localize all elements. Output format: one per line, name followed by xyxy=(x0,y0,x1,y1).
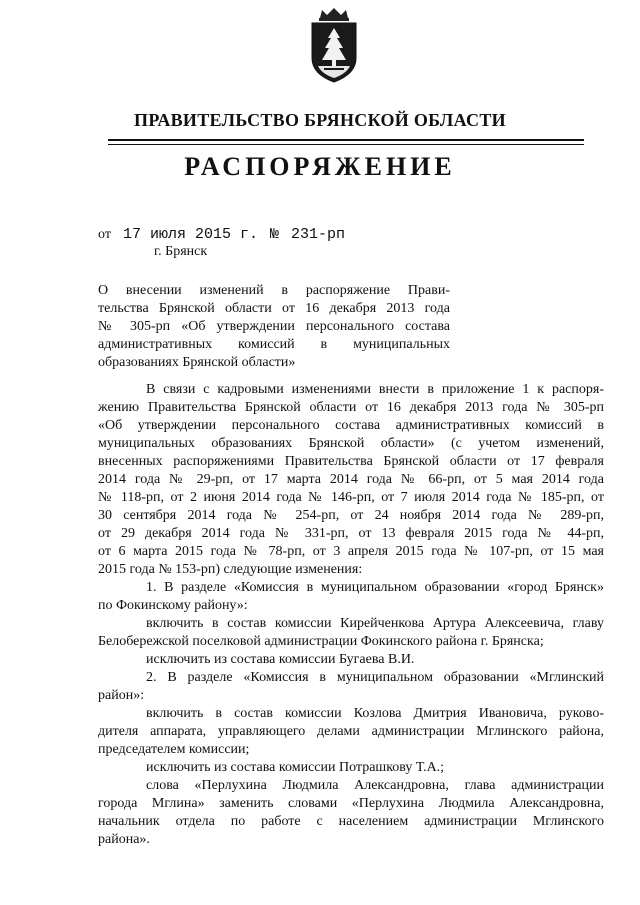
document-body xyxy=(98,381,604,849)
item2-title-line: район»: xyxy=(98,688,145,703)
subject-block xyxy=(98,282,450,372)
intro-line: «Об утверждении персонального состава административных комиссий в xyxy=(98,418,604,433)
intro-line: муниципальных образованиях Брянской области» (с учетом изменений, xyxy=(98,436,604,451)
subject-line: № 305-рп «Об утверждении персонального состава xyxy=(98,319,450,334)
item2-exclude-line: исключить из состава комиссии Потрашкову Т.А.; xyxy=(146,760,445,775)
item1-include-line: Белобережской поселковой администрации Фокинского района г. Брянска; xyxy=(98,634,544,649)
intro-line: 2014 года № 29-рп, от 17 марта 2014 года № 66-рп, от 5 мая 2014 года xyxy=(98,472,604,487)
intro-line: 30 сентября 2014 года № 254-рп, от 24 ноября 2014 года № 289-рп, xyxy=(98,508,604,523)
intro-line: от 6 марта 2015 года № 78-рп, от 3 апреля 2015 года № 107-рп, от 15 мая xyxy=(98,544,604,559)
item1-include-line: включить в состав комиссии Кирейченкова Артура Алексеевича, главу xyxy=(146,616,604,631)
coat-of-arms-icon xyxy=(306,8,362,84)
item2-title-line: 2. В разделе «Комиссия в муниципальном образовании «Мглинский xyxy=(146,670,604,685)
item2-include-line: председателем комиссии; xyxy=(98,742,250,757)
item1-title-line: 1. В разделе «Комиссия в муниципальном образовании «город Брянск» xyxy=(146,580,604,595)
header-rule-thick xyxy=(108,139,584,141)
document-type-title: РАСПОРЯЖЕНИЕ xyxy=(184,152,456,181)
subject-line: тельства Брянской области от 16 декабря 2013 года xyxy=(98,301,450,316)
intro-line: жению Правительства Брянской области от 16 декабря 2013 года № 305-рп xyxy=(98,400,604,415)
item2-replace-line: начальник отдела по работе с населением администрации Мглинского xyxy=(98,814,604,829)
document-date: 17 июля 2015 г. xyxy=(122,226,258,243)
item1-title-line: по Фокинскому району»: xyxy=(98,598,248,613)
subject-line: О внесении изменений в распоряжение Прави- xyxy=(98,283,450,298)
item2-include-line: дителя аппарата, управляющего делами администрации Мглинского района, xyxy=(98,724,604,739)
city-label: г. Брянск xyxy=(154,244,208,259)
government-name: ПРАВИТЕЛЬСТВО БРЯНСКОЙ ОБЛАСТИ xyxy=(134,110,506,130)
intro-line: 2015 года № 153-рп) следующие изменения: xyxy=(98,562,363,577)
subject-line: административных комиссий в муниципальных xyxy=(98,337,450,352)
intro-line: № 118-рп, от 2 июня 2014 года № 146-рп, от 7 июля 2014 года № 185-рп, от xyxy=(98,490,604,505)
subject-line: образованиях Брянской области» xyxy=(98,355,296,370)
number-sign: № xyxy=(269,226,279,243)
date-prefix: от xyxy=(98,227,111,242)
item2-replace-line: слова «Перлухина Людмила Александровна, глава администрации xyxy=(146,778,604,793)
intro-line: внесенных распоряжениями Правительства Брянской области от 17 февраля xyxy=(98,454,604,469)
document-number: 231-рп xyxy=(290,226,345,243)
item1-exclude-line: исключить из состава комиссии Бугаева В.И. xyxy=(146,652,415,667)
item2-include-line: включить в состав комиссии Козлова Дмитрия Ивановича, руково- xyxy=(146,706,604,721)
date-line xyxy=(98,226,345,243)
intro-line: от 29 декабря 2014 года № 331-рп, от 13 февраля 2015 года № 44-рп, xyxy=(98,526,604,541)
item2-replace-line: города Мглина» заменить словами «Перлухина Людмила Александровна, xyxy=(98,796,604,811)
header-rule-thin xyxy=(108,144,584,145)
intro-line: В связи с кадровыми изменениями внести в приложение 1 к распоря- xyxy=(146,382,604,397)
item2-replace-line: района». xyxy=(98,832,150,847)
